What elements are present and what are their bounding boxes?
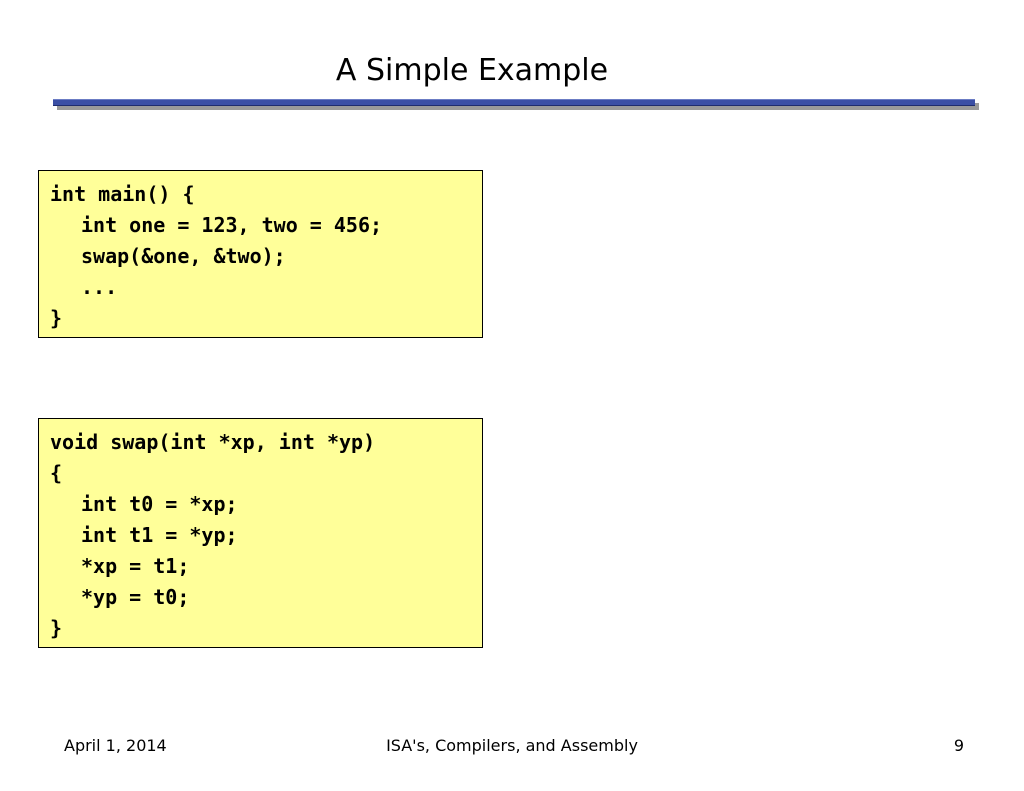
code-line: int one = 123, two = 456;: [81, 213, 383, 237]
code-line: swap(&one, &two);: [81, 244, 286, 268]
footer-course-title: ISA's, Compilers, and Assembly: [386, 736, 638, 755]
main-function-code-box: [38, 170, 483, 338]
code-line: }: [50, 306, 63, 330]
slide-title: A Simple Example: [335, 53, 609, 88]
code-line: {: [50, 461, 63, 485]
code-line: *xp = t1;: [81, 554, 190, 578]
code-line: void swap(int *xp, int *yp): [50, 430, 376, 454]
swap-function-code-box: [38, 418, 483, 648]
code-line: int main() {: [50, 182, 195, 206]
title-underline-bar: [53, 99, 975, 106]
code-line: }: [50, 616, 63, 640]
footer-date: April 1, 2014: [64, 736, 167, 755]
code-line: *yp = t0;: [81, 585, 190, 609]
code-line: int t0 = *xp;: [81, 492, 238, 516]
code-line: ...: [81, 275, 118, 299]
footer-page-number: 9: [953, 736, 964, 755]
code-line: int t1 = *yp;: [81, 523, 238, 547]
